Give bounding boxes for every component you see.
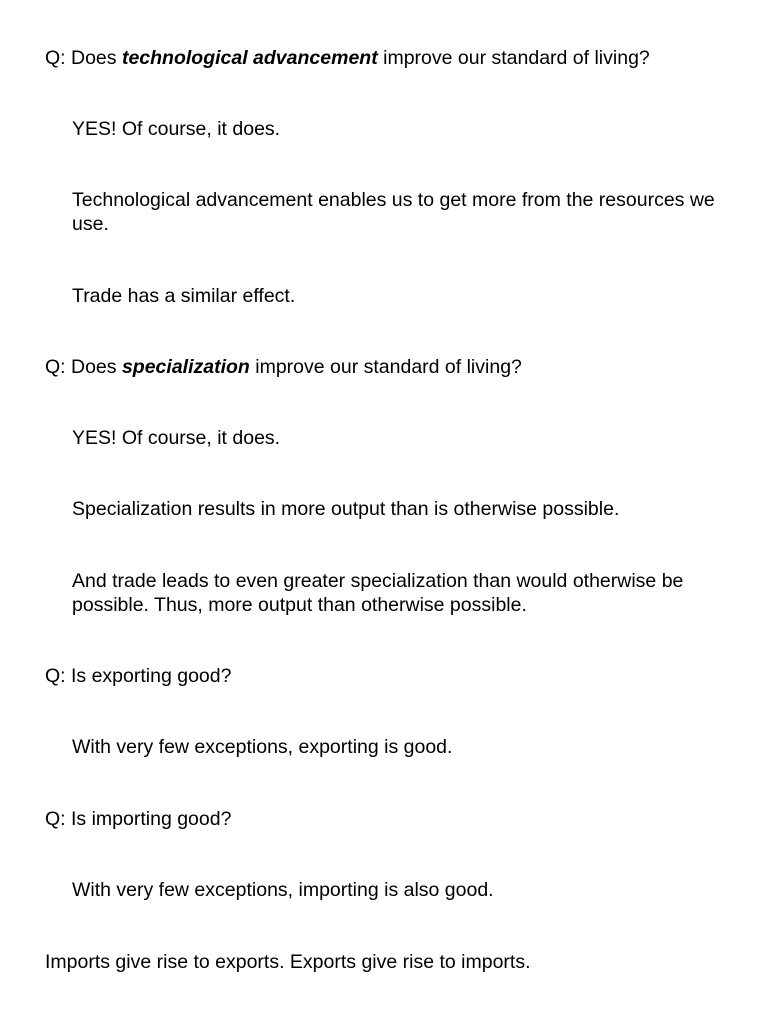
answer-trade-similar: Trade has a similar effect. <box>72 285 296 307</box>
question-importing: Q: Is importing good? <box>45 808 232 830</box>
question-specialization <box>45 355 735 379</box>
question-key-term: technological advancement <box>121 47 378 69</box>
answer-yes-1: YES! Of course, it does. <box>72 118 281 140</box>
question-suffix: improve our standard of living? <box>249 356 522 378</box>
answer-importing: With very few exceptions, importing is also good. <box>72 879 494 901</box>
answer-tech-explanation: Technological advancement enables us to get more from the resources we use. <box>72 189 715 235</box>
question-exporting: Q: Is exporting good? <box>45 665 232 687</box>
question-suffix: improve our standard of living? <box>377 47 650 69</box>
question-technological-advancement <box>45 46 735 70</box>
answer-exporting: With very few exceptions, exporting is good. <box>72 736 453 758</box>
question-prefix: Q: Does <box>45 47 122 69</box>
closing-statement: Imports give rise to exports. Exports give rise to imports. <box>45 951 531 973</box>
question-prefix: Q: Does <box>45 356 122 378</box>
question-key-term: specialization <box>121 356 250 378</box>
answer-trade-specialization: And trade leads to even greater specialization than would otherwise be possible. Thus, more output than otherwise possible. <box>72 570 684 616</box>
answer-yes-2: YES! Of course, it does. <box>72 427 281 449</box>
answer-specialization-output: Specialization results in more output than is otherwise possible. <box>72 498 620 520</box>
